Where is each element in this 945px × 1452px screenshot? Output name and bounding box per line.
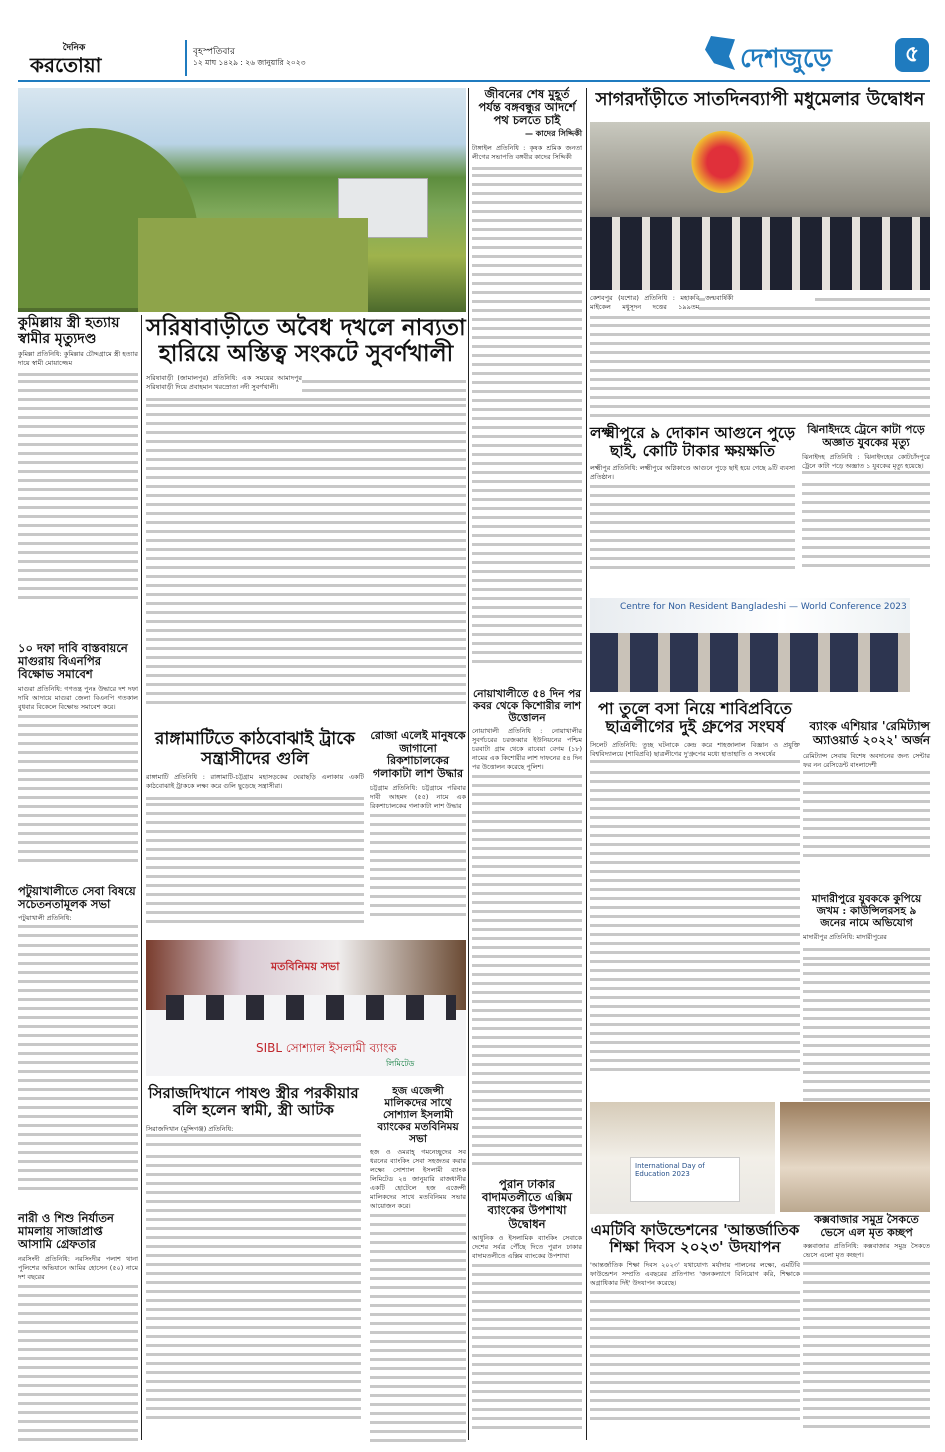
story-lead-sarishabari [146,315,466,704]
column-rule [586,88,587,1440]
story-body: 'আন্তর্জাতিক শিক্ষা দিবস ২০২৩' যথাযোগ্য মর্যাদায় পালনের লক্ষ্যে, এমটিবি ফাউন্ডেশন সম্প্রতি এবছরের প্রতিপাদ্য 'জনকল্যাণে বিনিয়োগ করি, শিক্ষাকে অগ্রাধিকার দিই' উদযাপন করেছে। [590,1261,800,1421]
story-body: সিরাজদিখান (মুন্সিগঞ্জ) প্রতিনিধি: [146,1125,361,1425]
story-body: মাদারীপুর প্রতিনিধি: মাদারীপুরের [803,933,930,1173]
headline: পুরান ঢাকার বাদামতলীতে এক্সিম ব্যাংকের উপশাখা উদ্বোধন [481,1177,573,1231]
header-divider [185,40,187,76]
photo-madhumela [590,122,930,290]
section-title: দেশজুড়ে [740,44,832,74]
story-body: নরসিংদী প্রতিনিধি: নরসিংদীর পলাশ থানা পুলিশের অভিযানে আমির হোসেন (৫০) নামে দশ বছরের [18,1255,138,1445]
story-body: হজ ও ওমরাহ্ গমনেচ্ছুদের সব ধরনের ব্যাংকিং সেবা সহজতর করার লক্ষ্যে সোশ্যাল ইসলামী ব্যাংক লিমিটেড ২৪ জানুয়ারি রাজধানীর একটি হোটেলে হজ এজেন্সী মালিকদের সাথে মতবিনিময় সভার আয়োজন করে। [370,1148,466,1448]
story-bank-asia [803,720,930,862]
photo-education-day: International Day of Education 2023 [590,1102,775,1214]
story-rangamati [146,730,364,923]
headline: ১০ দফা দাবি বাস্তবায়নে মাগুরায় বিএনপির বিক্ষোভ সমাবেশ [18,641,128,682]
story-cumilla [18,315,138,600]
column-rule [468,88,469,1440]
photo-sibl-meeting: মতবিনিময় সভা SIBL সোশ্যাল ইসলামী ব্যাংক লিমিটেড [146,940,466,1076]
headline: রোজা এলেই মানুষকে জাগানো রিকশাচালকের গলাকাটা লাশ উদ্ধার [370,729,466,780]
logo-big: করতোয়া [30,53,102,77]
headline: হজ এজেন্সী মালিকদের সাথে সোশ্যাল ইসলামী ব্যাংকের মতবিনিময় সভা [377,1085,459,1146]
headline: পটুয়াখালীতে সেবা বিষয়ে সচেতনতামূলক সভা [18,884,136,912]
story-sust-clash [590,700,800,1076]
story-exim-bank [472,1178,582,1434]
story-patuakhali [18,885,138,1194]
headline: লক্ষ্মীপুরে ৯ দোকান আগুনে পুড়ে ছাই, কোটি টাকার ক্ষয়ক্ষতি [590,423,796,460]
story-noakhali [472,688,582,1167]
story-body: পটুয়াখালী প্রতিনিধি: [18,914,138,1194]
headline: এমটিবি ফাউন্ডেশনের 'আন্তর্জাতিক শিক্ষা দিবস ২০২৩' উদযাপন [590,1221,800,1257]
headline: নোয়াখালীতে ৫৪ দিন পর কবর থেকে কিশোরীর লাশ উত্তোলন [472,688,582,725]
story-body: চট্টগ্রাম প্রতিনিধি: চট্টগ্রামে পরিবার দাবী আহমদ (৫৫) নামে এক রিকশাচালকের গলাকাটা লাশ উদ্ধার [370,784,466,919]
headline: রাঙ্গামাটিতে কাঠবোঝাই ট্রাকে সন্ত্রাসীদের গুলি [155,729,355,769]
story-body: মাগুরা প্রতিনিধি: গণতন্ত্র পুনঃ উদ্ধারে দশ দফা দাবি আদায়ে মাগুরা জেলা বিএনপি গতকাল বুধবার বিকেলে বিক্ষোভ সমাবেশ করে। [18,685,138,865]
story-sirajdikhan [146,1085,361,1425]
story-jhenaidah-train [802,424,930,573]
story-body: রেমিট্যান্স সেবায় বিশেষ অবদানের জন্য সেন্টার ফর নন রেসিডেন্ট বাংলাদেশী [803,752,930,862]
headline: জীবনের শেষ মুহূর্ত পর্যন্ত বঙ্গবন্ধুর আদর্শে পথ চলতে চাই [478,87,576,128]
weekday: বৃহস্পতিবার [193,47,235,57]
story-body: টাঙ্গাইল প্রতিনিধি : কৃষক শ্রমিক জনতা লীগের সভাপতি বঙ্গবীর কাদের সিদ্দিকী [472,144,582,664]
story-chattogram [370,730,466,919]
headline: সিরাজদিখানে পাষণ্ড স্ত্রীর পরকীয়ার বলি হলেন স্বামী, স্ত্রী আটক [148,1084,359,1120]
logo-small: দৈনিক [62,43,86,53]
story-narsingdi [18,1212,138,1445]
story-sibl-hajj [370,1085,466,1448]
newspaper-logo [30,40,100,75]
story-body: সিলেট প্রতিনিধি: তুচ্ছ ঘটনাকে কেন্দ্র করে শাহজালাল বিজ্ঞান ও প্রযুক্তি বিশ্ববিদ্যালয়ে (শাবিপ্রবি) ছাত্রলীগের দু'গ্রুপের মধ্যে হাতাহাতি ও সংঘর্ষের [590,741,800,1076]
column-rule [141,315,142,1440]
byline: — কাদের সিদ্দিকী [525,128,582,138]
story-body-madhumela: কেশবপুর (যশোর) প্রতিনিধি : মহাকবি মাইকেল মধুসূদন দত্তের ১৯৯তম জন্মবার্ষিকী [590,294,930,419]
story-body: লক্ষ্মীপুর প্রতিনিধি: লক্ষ্মীপুরে অগ্নিকাণ্ডে আগুনে পুড়ে ছাই হয়ে গেছে ৯টি ব্যবসা প্রতিষ্ঠান। [590,464,795,572]
header-rule [18,80,930,82]
page-number: ৫ [895,38,929,72]
story-body: সরিষাবাড়ী (জামালপুর) প্রতিনিধি: এক সময়ের আমাদপুর সরিষাবাড়ী দিয়ে প্রবাহমান খরস্রোতা নদী সুবর্ণখালী। [146,374,466,704]
story-body: কুমিল্লা প্রতিনিধি: কুমিল্লার চৌদ্দগ্রামে স্ত্রী হত্যার দায়ে স্বামী মোয়াজ্জেম [18,350,138,600]
headline: নারী ও শিশু নির্যাতন মামলায় সাজাপ্রাপ্ত আসামি গ্রেফতার [18,1211,114,1252]
story-magura [18,642,138,865]
story-kader-siddiqui [472,88,582,664]
story-body: আধুনিক ও ইসলামিক ব্যাংকিং সেবাকে দেশের সর্বত্র পৌঁছে দিতে পুরান ঢাকার বাদামতলীতে এক্সিম ব্যাংকের উপশাখা [472,1234,582,1434]
bangladesh-map-icon [705,36,735,70]
photo-nrb-award: Centre for Non Resident Bangladeshi — World Conference 2023 [590,598,910,692]
date: ১২ মাঘ ১৪২৯ : ২৬ জানুয়ারি ২০২৩ [193,58,306,67]
lead-photo-canal [18,88,466,312]
story-body: ঝিনাইদহ প্রতিনিধি : ঝিনাইদহের কোটচাঁদপুরে ট্রেনে কাটা পড়ে অজ্ঞাত ১ যুবকের মৃত্যু হয়েছে। [802,453,930,573]
photo-students [780,1102,930,1212]
headline: ঝিনাইদহে ট্রেনে কাটা পড়ে অজ্ঞাত যুবকের মৃত্যু [807,423,925,449]
headline: কুমিল্লায় স্ত্রী হত্যায় স্বামীর মৃত্যুদণ্ড [18,315,120,348]
headline: ব্যাংক এশিয়ার 'রেমিট্যান্স অ্যাওয়ার্ড ২০২২' অর্জন [809,719,930,747]
headline: মাদারীপুরে যুবককে কুপিয়ে জখম : কাউন্সিলরসহ ৯ জনের নামে অভিযোগ [811,893,922,930]
headline: পা তুলে বসা নিয়ে শাবিপ্রবিতে ছাত্রলীগের দুই গ্রুপের সংঘর্ষ [598,699,792,737]
story-body: কক্সবাজার প্রতিনিধি: কক্সবাজার সমুদ্র সৈকতে ভেসে এলো মৃত কচ্ছপ। [803,1242,930,1432]
headline: কক্সবাজার সমুদ্র সৈকতে ভেসে এল মৃত কচ্ছপ [814,1213,919,1239]
story-coxsbazar-turtle [803,1214,930,1432]
headline-madhumela: সাগরদাঁড়ীতে সাতদিনব্যাপী মধুমেলার উদ্বোধন [595,89,925,110]
story-body: রাঙ্গামাটি প্রতিনিধি : রাঙ্গামাটি-চট্টগ্রাম মহাসড়কের ঘেরাছড়ি এলাকায় একটি কাঠবোঝাই ট্রাককে লক্ষ্য করে গুলি ছুড়েছে সন্ত্রাসীরা। [146,773,364,923]
story-body: নোয়াখালী প্রতিনিধি : নোয়াখালীর সুবর্ণচরের চরজব্বার ইউনিয়নের পশ্চিম চরবাটা গ্রাম থেকে রাবেয়া বেগম (১৮) নামের এক কিশোরীর লাশ দাফনের ৫৪ দিন পর উত্তোলন করেছে পুলিশ। [472,727,582,1167]
story-mtb-foundation [590,1222,800,1421]
story-lakshmipur-fire [590,424,795,572]
sibl-logo: SIBL সোশ্যাল ইসলামী ব্যাংক [256,1041,397,1055]
lead-headline: সরিষাবাড়ীতে অবৈধ দখলে নাব্যতা হারিয়ে অস্তিত্ব সংকটে সুবর্ণখালী [146,314,466,368]
